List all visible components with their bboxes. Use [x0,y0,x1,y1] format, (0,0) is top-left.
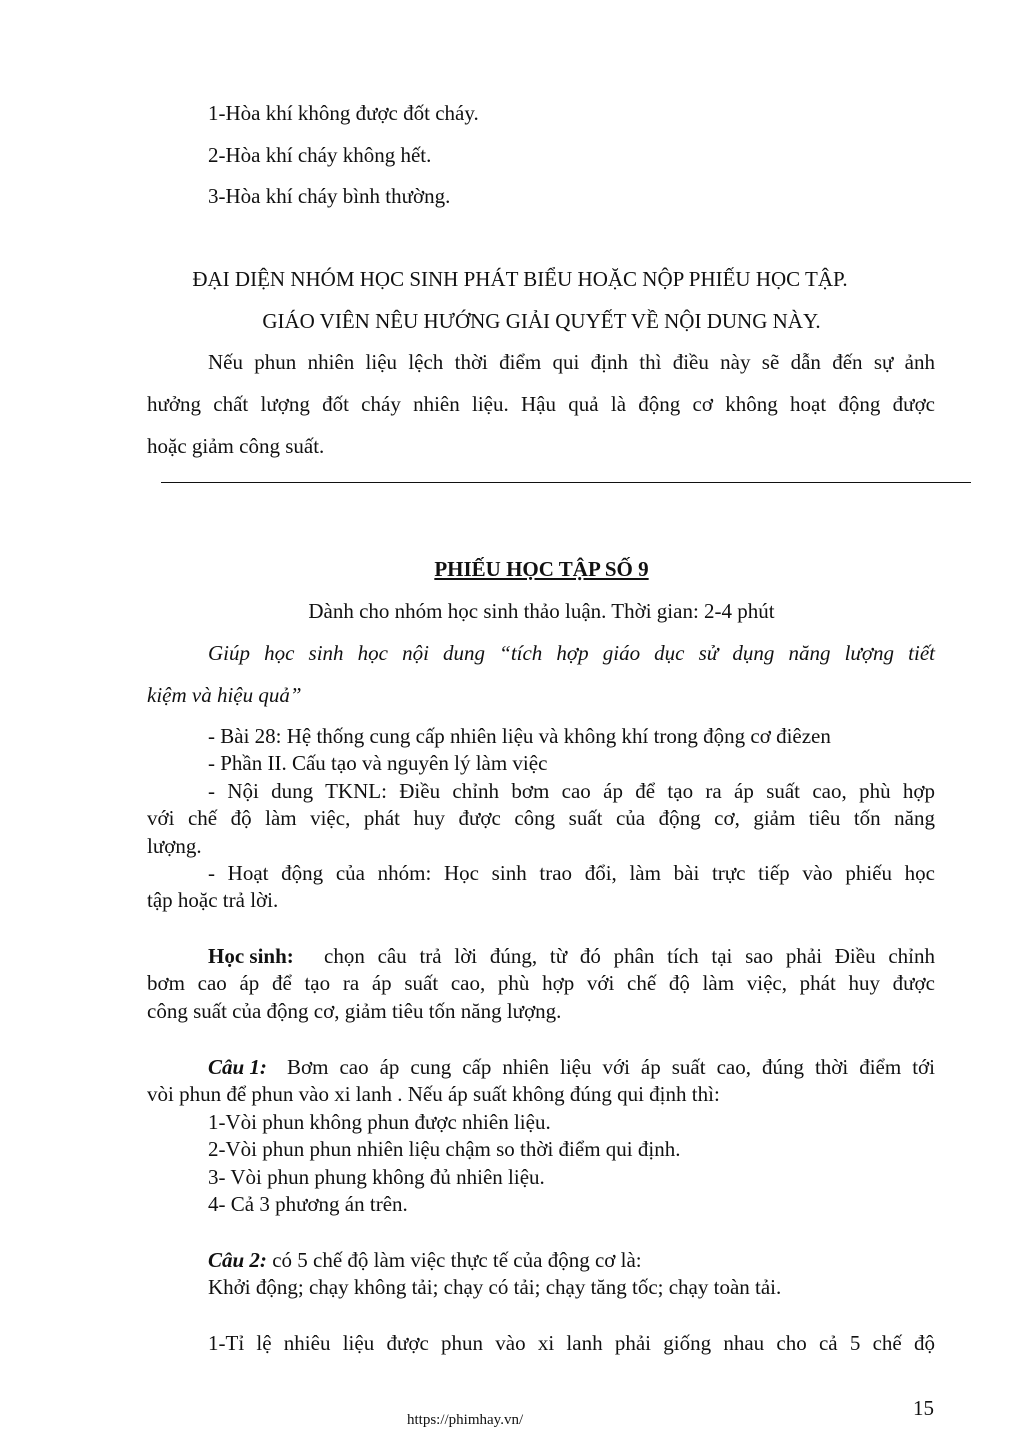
answer-paragraph-line: Nếu phun nhiên liệu lệch thời điểm qui định thì điều này sẽ dẫn đến sự ảnh [208,350,935,374]
option-line: 1-Hòa khí không được đốt cháy. [208,101,479,125]
question-1-label: Câu 1: [208,1055,267,1079]
student-label: Học sinh: [208,944,294,968]
section-divider [161,482,971,483]
info-line: với chế độ làm việc, phát huy được công suất của động cơ, giảm tiêu tốn năng [147,806,935,830]
question-2-text: có 5 chế độ làm việc thực tế của động cơ là: [266,1248,642,1272]
question-1-text: Bơm cao áp cung cấp nhiên liệu với áp suất cao, đúng thời điểm tới [287,1055,935,1079]
info-line: tập hoặc trả lời. [147,888,279,912]
goal-line: Giúp học sinh học nội dung “tích hợp giáo dục sử dụng năng lượng tiết [208,641,935,665]
info-line: - Nội dung TKNL: Điều chỉnh bơm cao áp để tạo ra áp suất cao, phù hợp [208,779,935,803]
question-2-line: Khởi động; chạy không tải; chạy có tải; chạy tăng tốc; chạy toàn tải. [208,1275,782,1299]
worksheet-title: PHIẾU HỌC TẬP SỐ 9 [434,557,649,581]
info-line: lượng. [147,834,202,858]
question-1-option: 1-Vòi phun không phun được nhiên liệu. [208,1110,551,1134]
answer-paragraph-line: hưởng chất lượng đốt cháy nhiên liệu. Hậu quả là động cơ không hoạt động được [147,392,935,416]
student-text: chọn câu trả lời đúng, từ đó phân tích tại sao phải Điều chỉnh [324,944,935,968]
question-1-option: 2-Vòi phun phun nhiên liệu chậm so thời điểm qui định. [208,1137,681,1161]
question-2-line [208,1248,642,1273]
question-2-option: 1-Tỉ lệ nhiêu liệu được phun vào xi lanh phải giống nhau cho cả 5 chế độ [208,1331,935,1355]
goal-line: kiệm và hiệu quả” [147,683,302,707]
info-line: - Bài 28: Hệ thống cung cấp nhiên liệu và không khí trong động cơ điêzen [208,724,831,748]
student-instruction-line [208,944,935,969]
option-line: 3-Hòa khí cháy bình thường. [208,184,451,208]
info-line: - Hoạt động của nhóm: Học sinh trao đổi, làm bài trực tiếp vào phiếu học [208,861,935,885]
answer-paragraph-line: hoặc giảm công suất. [147,434,325,458]
heading-group-report: ĐẠI DIỆN NHÓM HỌC SINH PHÁT BIỂU HOẶC NỘP PHIẾU HỌC TẬP. [192,267,848,291]
student-instruction-line: bơm cao áp để tạo ra áp suất cao, phù hợp với chế độ làm việc, phát huy được [147,971,935,995]
question-1-line: vòi phun để phun vào xi lanh . Nếu áp suất không đúng qui định thì: [147,1082,720,1106]
info-line: - Phần II. Cấu tạo và nguyên lý làm việc [208,751,548,775]
question-1-line [208,1055,935,1080]
footer-url: https://phimhay.vn/ [407,1412,524,1428]
student-instruction-line: công suất của động cơ, giảm tiêu tốn năng lượng. [147,999,562,1023]
heading-teacher-solution: GIÁO VIÊN NÊU HƯỚNG GIẢI QUYẾT VỀ NỘI DUNG NÀY. [262,309,821,333]
question-2-label: Câu 2: [208,1248,267,1272]
page-number: 15 [913,1396,934,1420]
option-line: 2-Hòa khí cháy không hết. [208,143,432,167]
question-1-option: 3- Vòi phun phung không đủ nhiên liệu. [208,1165,545,1189]
worksheet-subtitle: Dành cho nhóm học sinh thảo luận. Thời gian: 2-4 phút [308,599,775,623]
question-1-option: 4- Cả 3 phương án trên. [208,1192,408,1216]
